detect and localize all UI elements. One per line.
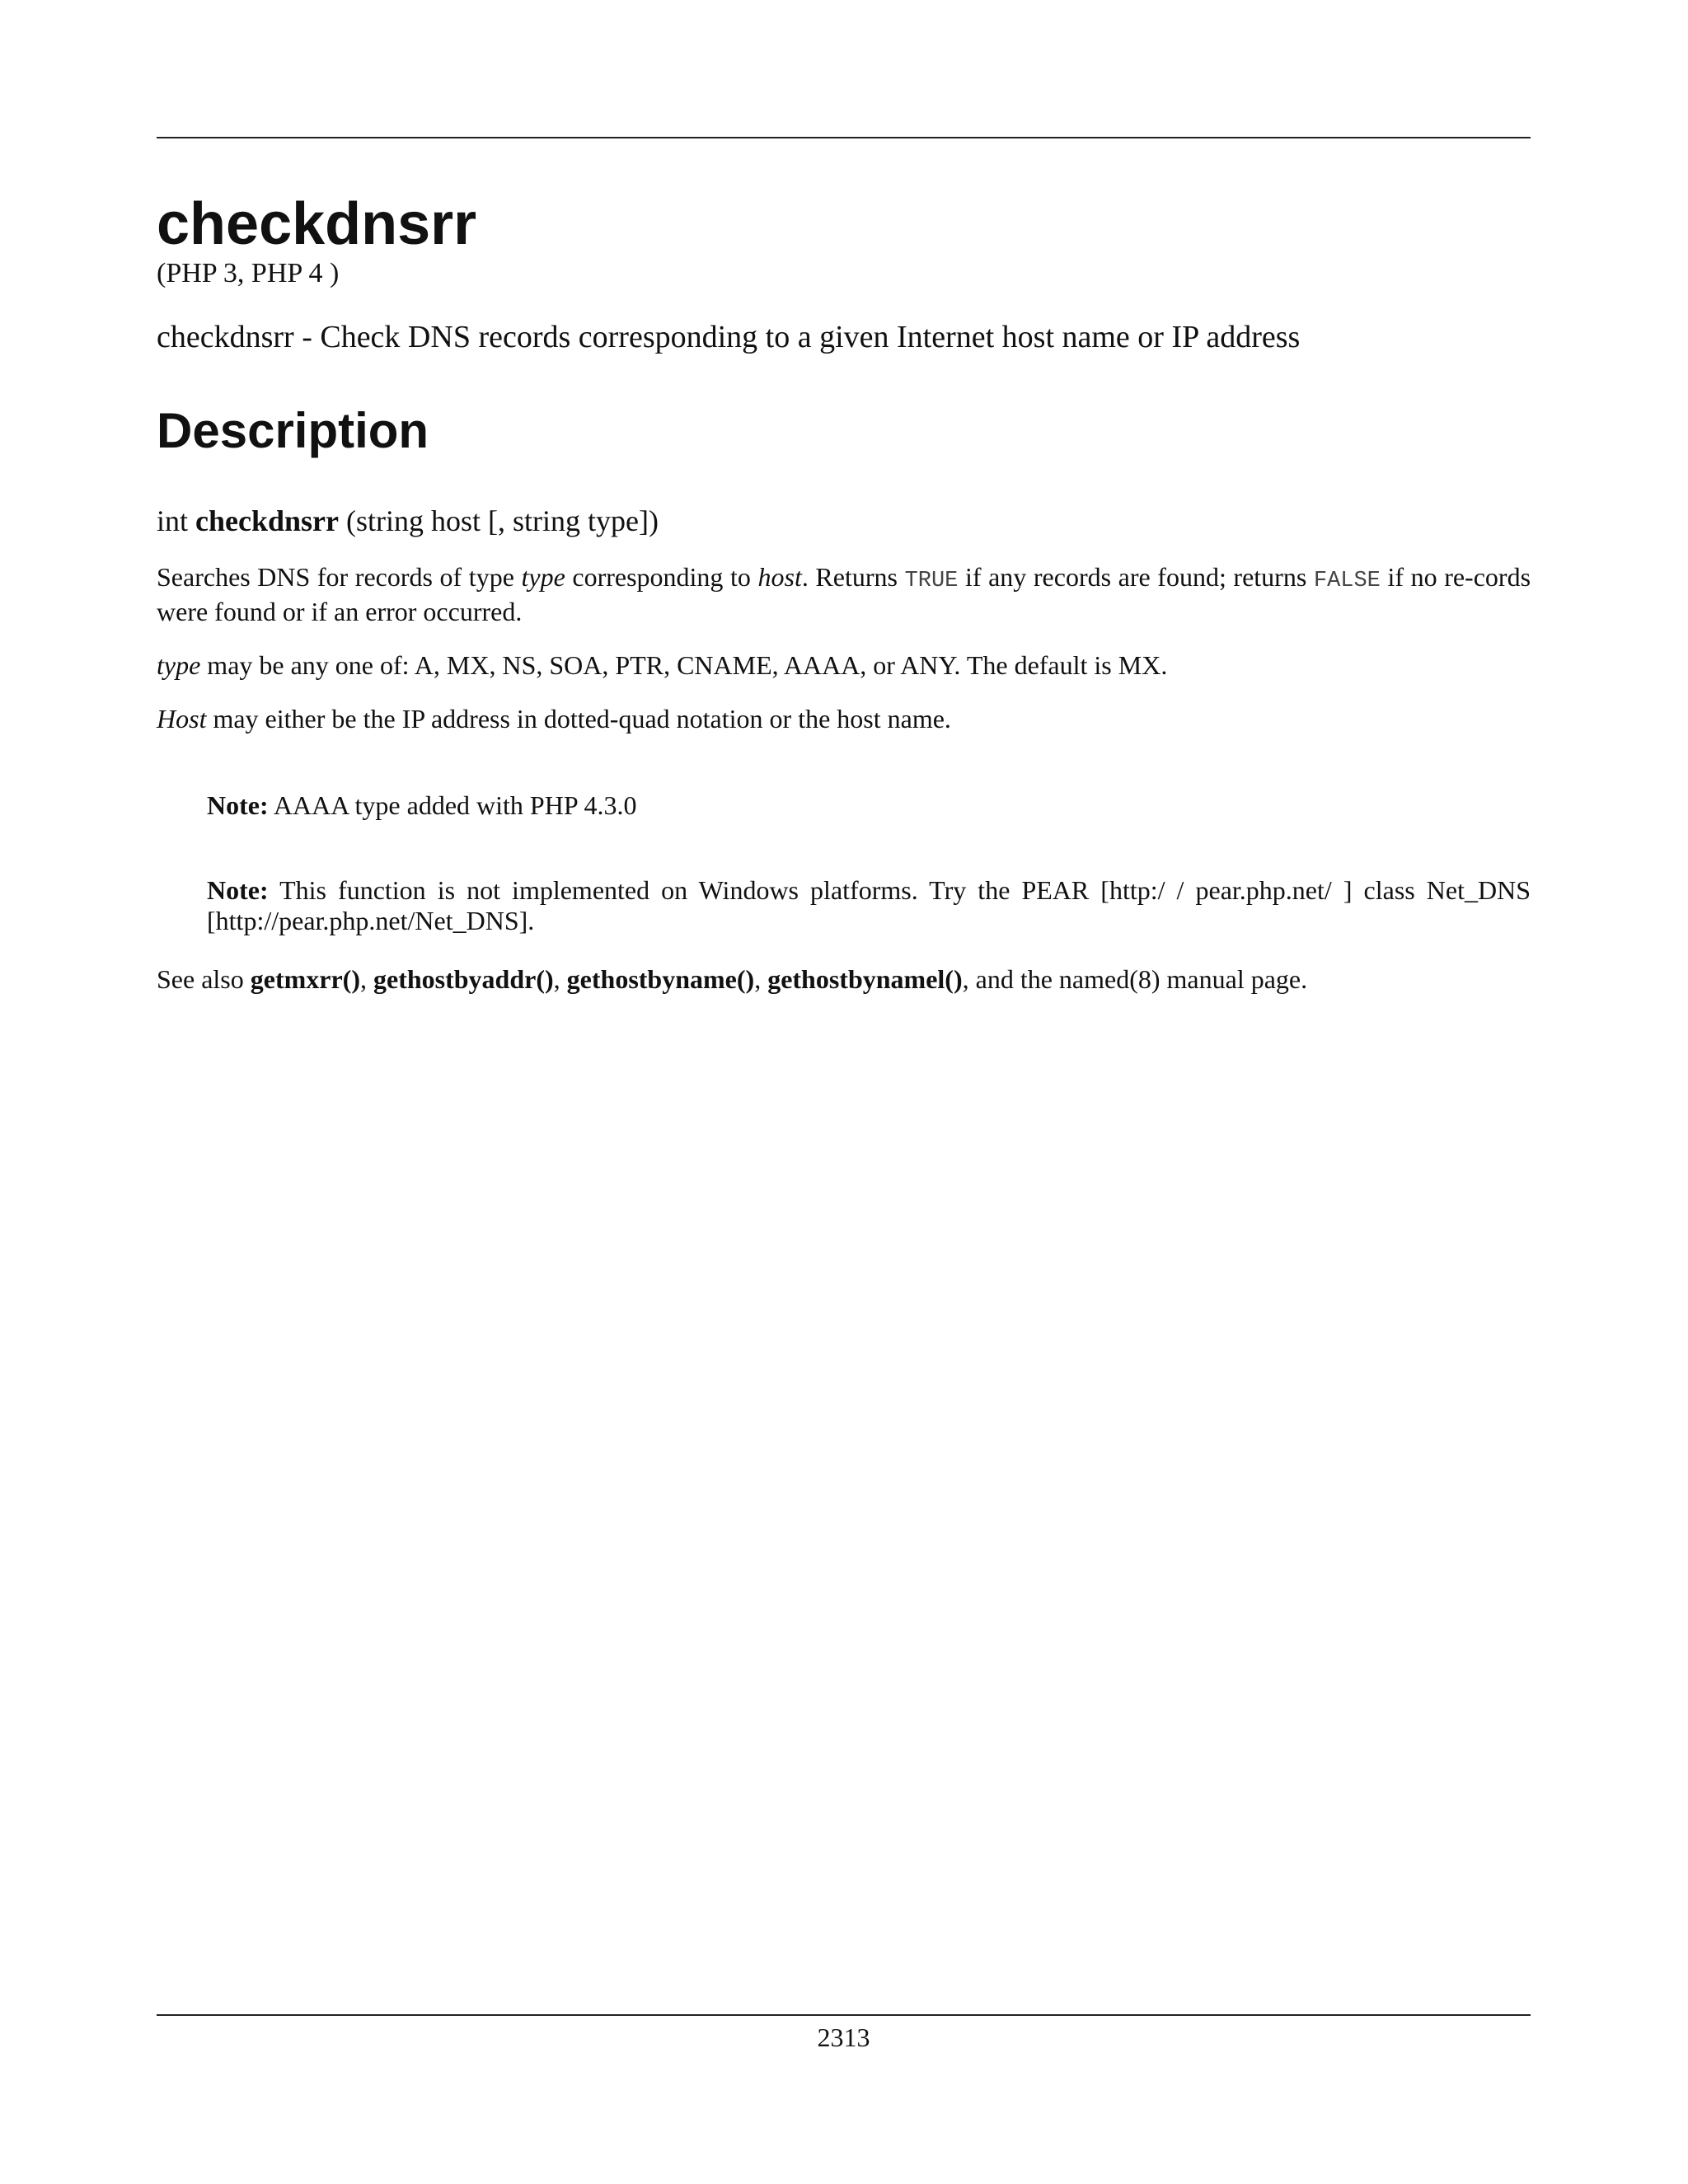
see-also-link-gethostbyaddr[interactable]: gethostbyaddr(): [373, 964, 554, 994]
synopsis-function-name: checkdnsrr: [195, 504, 340, 537]
see-also-prefix: See also: [157, 964, 251, 994]
function-synopsis: [157, 503, 1531, 539]
separator: ,: [754, 964, 768, 994]
manual-page: [157, 137, 1531, 995]
separator: ,: [553, 964, 567, 994]
text-run: if any records are found; returns: [958, 562, 1314, 592]
param-type: type: [521, 562, 565, 592]
page-number: 2313: [817, 2022, 870, 2052]
description-para-returns: [157, 562, 1531, 627]
text-run: Searches DNS for records of type: [157, 562, 522, 592]
note-aaaa: [207, 790, 1531, 821]
description-para-type: [157, 650, 1531, 681]
param-host: Host: [157, 704, 207, 733]
param-type: type: [157, 650, 201, 680]
text-run: may be any one of: A, MX, NS, SOA, PTR, CNAME, AAAA, or ANY. The default is MX.: [200, 650, 1168, 680]
see-also-link-gethostbyname[interactable]: gethostbyname(): [566, 964, 755, 994]
see-also-link-gethostbynamel[interactable]: gethostbynamel(): [767, 964, 963, 994]
see-also: [157, 964, 1531, 995]
synopsis-params: (string host [, string type]): [346, 504, 659, 537]
note-text: This function is not implemented on Windows platforms. Try the PEAR [http:/ / pear.php.net/ ] class Net_DNS [http://pear.php.net/Net_DNS].: [207, 875, 1531, 935]
footer-rule: [157, 2014, 1531, 2016]
constant-true: TRUE: [904, 569, 959, 593]
note-label: Note:: [207, 875, 269, 905]
text-run: if no re-cords were found or if an error occurred.: [157, 562, 1531, 626]
note-windows: [207, 875, 1531, 936]
separator: ,: [359, 964, 373, 994]
return-type: int: [157, 504, 189, 537]
text-run: corresponding to: [565, 562, 758, 592]
description-para-host: [157, 704, 1531, 734]
text-run: may either be the IP address in dotted-quad notation or the host name.: [206, 704, 951, 733]
see-also-link-getmxrr[interactable]: getmxrr(): [250, 964, 360, 994]
note-label: Note:: [207, 790, 269, 820]
function-purpose: checkdnsrr - Check DNS records corresponding to a given Internet host name or IP address: [157, 320, 1301, 354]
text-run: . Returns: [801, 562, 905, 592]
php-versions: (PHP 3, PHP 4 ): [157, 258, 340, 288]
param-host: host: [757, 562, 802, 592]
description-heading: Description: [157, 403, 429, 458]
see-also-suffix: , and the named(8) manual page.: [962, 964, 1308, 994]
constant-false: FALSE: [1313, 569, 1381, 593]
function-title: checkdnsrr: [157, 191, 477, 257]
note-text: AAAA type added with PHP 4.3.0: [268, 790, 637, 820]
